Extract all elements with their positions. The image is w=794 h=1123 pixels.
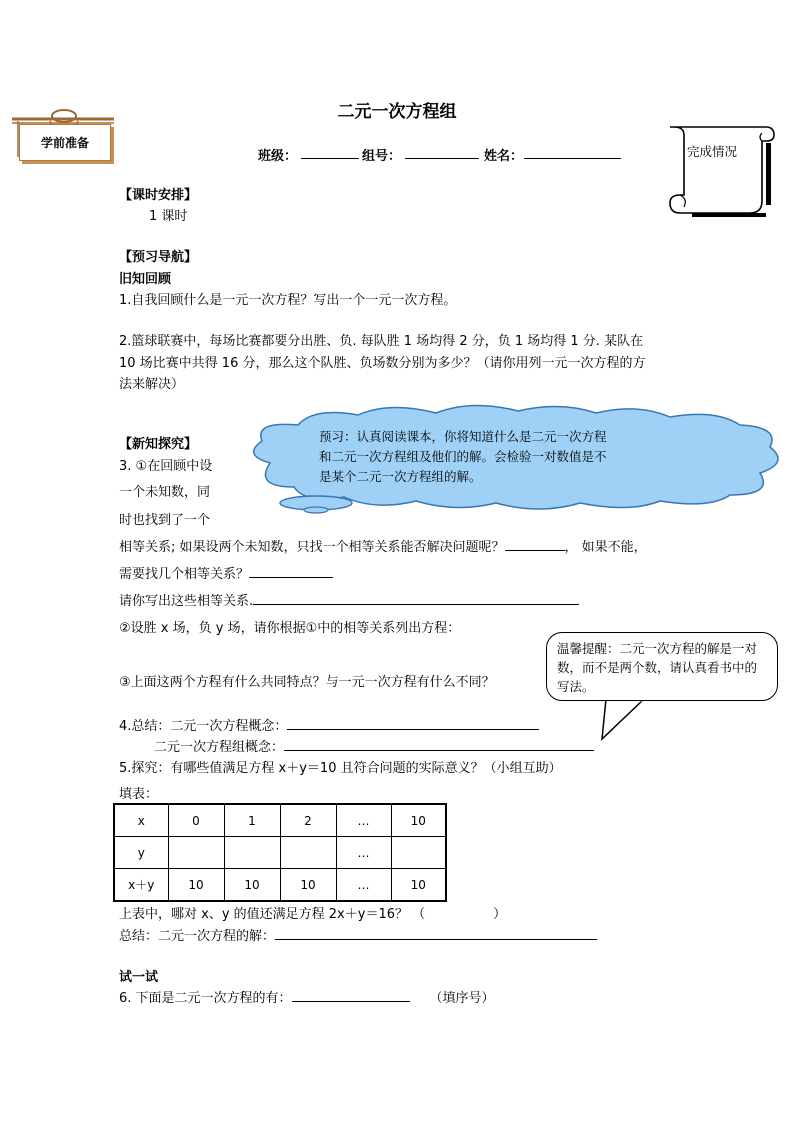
- table-question-text: 上表中，哪对 x、y 的值还满足方程 2x＋y＝16？ （: [119, 907, 426, 922]
- question-3-line4-text: 相等关系; 如果设两个未知数，只找一个相等关系能否解决问题呢？: [119, 540, 505, 555]
- table-question: [119, 903, 506, 922]
- section-badge: 学前准备: [19, 124, 111, 161]
- name-label: 姓名：: [484, 149, 524, 164]
- question-6: [119, 987, 495, 1006]
- table-cell: …: [336, 869, 391, 902]
- answer-blank-d[interactable]: [287, 715, 539, 730]
- table-cell: 10: [224, 869, 280, 902]
- question-3-line2: 一个未知数，同: [119, 485, 211, 500]
- question-2-line3: 法来解决）: [119, 377, 185, 392]
- preview-heading: 【预习导航】: [119, 250, 198, 265]
- question-3-line3: 时也找到了一个: [119, 513, 211, 528]
- try-heading: 试一试: [119, 970, 159, 985]
- answer-blank-b[interactable]: [249, 563, 333, 578]
- table-cell: 1: [224, 804, 280, 837]
- cloud-line-3: 是某个二元一次方程组的解。: [319, 469, 482, 484]
- question-1: 1.自我回顾什么是一元一次方程？写出一个一元一次方程。: [119, 293, 457, 308]
- table-cell: …: [336, 837, 391, 869]
- table-row: [114, 869, 446, 902]
- answer-blank-a[interactable]: [505, 536, 565, 551]
- solution-summary: [119, 925, 597, 944]
- group-field[interactable]: [405, 158, 479, 159]
- question-3-part2: ②设胜 x 场，负 y 场，请你根据①中的相等关系列出方程：: [119, 621, 461, 636]
- question-2-line2: 10 场比赛中共得 16 分，那么这个队胜、负场数分别为多少？（请你用列一元一次方程的方: [119, 356, 646, 371]
- table-cell: …: [336, 804, 391, 837]
- answer-blank-c[interactable]: [253, 590, 579, 605]
- table-cell: x: [114, 804, 168, 837]
- completion-label: 完成情况: [687, 144, 738, 159]
- table-input-cell[interactable]: [224, 837, 280, 869]
- fill-table-label: 填表：: [119, 787, 159, 802]
- schedule-value: 1 课时: [149, 209, 188, 224]
- bubble-tail: [600, 699, 660, 741]
- table-cell: y: [114, 837, 168, 869]
- question-3-line4: [119, 536, 647, 555]
- question-4-line1: [119, 715, 539, 734]
- tip-bubble: 温馨提醒：二元一次方程的解是一对数，而不是两个数，请认真看书中的写法。: [546, 632, 778, 701]
- question-2-line1: 2.篮球联赛中，每场比赛都要分出胜、负. 每队胜 1 场均得 2 分，负 1 场均得 1 分. 某队在: [119, 334, 644, 349]
- question-3-line5: [119, 563, 333, 582]
- table-cell: 10: [168, 869, 224, 902]
- table-input-cell[interactable]: [391, 837, 446, 869]
- table-cell: 10: [280, 869, 336, 902]
- question-6-text: 6. 下面是二元一次方程的有：: [119, 991, 292, 1006]
- answer-blank-f[interactable]: [275, 925, 597, 940]
- table-cell: 0: [168, 804, 224, 837]
- question-3-line4-tail: ， 如果不能，: [564, 540, 647, 555]
- table-row: [114, 837, 446, 869]
- answer-blank-g[interactable]: [292, 987, 410, 1002]
- table-cell: 10: [391, 804, 446, 837]
- table-input-cell[interactable]: [168, 837, 224, 869]
- name-field[interactable]: [524, 158, 621, 159]
- explore-heading: 【新知探究】: [119, 437, 198, 452]
- cloud-line-2: 和二元一次方程组及他们的解。会检验一对数值是不: [319, 449, 607, 464]
- question-3-line6: [119, 590, 579, 609]
- values-table: [113, 803, 447, 902]
- schedule-heading: 【课时安排】: [119, 188, 198, 203]
- table-row: [114, 804, 446, 837]
- question-4-line2: [154, 736, 594, 755]
- solution-summary-label: 总结：二元一次方程的解：: [119, 929, 276, 944]
- question-3-line5-text: 需要找几个相等关系？: [119, 567, 250, 582]
- cloud-line-1: 预习：认真阅读课本，你将知道什么是二元一次方程: [319, 429, 607, 444]
- table-cell: 2: [280, 804, 336, 837]
- class-field[interactable]: [301, 158, 359, 159]
- question-4-label-2: 二元一次方程组概念：: [154, 740, 285, 755]
- review-subheading: 旧知回顾: [119, 272, 172, 287]
- table-cell: x＋y: [114, 869, 168, 902]
- question-3-part3: ③上面这两个方程有什么共同特点？与一元一次方程有什么不同？: [119, 675, 495, 690]
- table-input-cell[interactable]: [280, 837, 336, 869]
- question-3-line1: 3. ①在回顾中设: [119, 459, 213, 474]
- answer-blank-e[interactable]: [284, 736, 594, 751]
- table-cell: 10: [391, 869, 446, 902]
- class-label: 班级：: [258, 149, 298, 164]
- table-question-end: ）: [493, 907, 507, 922]
- question-6-hint: （填序号）: [429, 991, 495, 1006]
- question-4-label: 4.总结：二元一次方程概念：: [119, 719, 288, 734]
- question-3-line6-text: 请你写出这些相等关系.: [119, 594, 254, 609]
- group-label: 组号：: [362, 149, 402, 164]
- scroll-icon: [662, 121, 780, 217]
- page-title: 二元一次方程组: [337, 102, 457, 122]
- question-5: 5.探究：有哪些值满足方程 x＋y＝10 且符合问题的实际意义？（小组互助）: [119, 761, 562, 776]
